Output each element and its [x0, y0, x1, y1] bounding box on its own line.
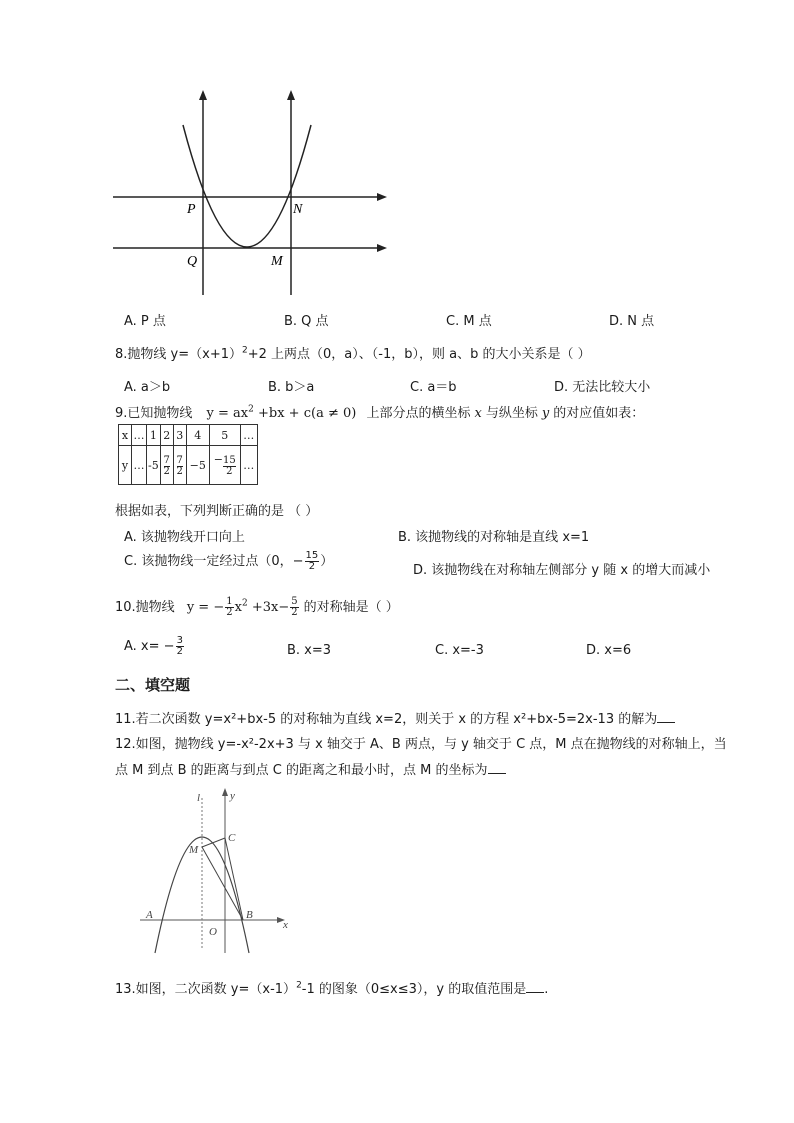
q7-option-c[interactable]: C. M 点 — [446, 314, 492, 329]
q10-formula-sup: 2 — [241, 598, 248, 609]
q9-option-c-text: C. 该抛物线一定经过点（0， — [124, 554, 293, 569]
q9-stem-y: y — [541, 406, 550, 421]
q10-stem-b: 的对称轴是（ ） — [303, 600, 399, 615]
q9-stem-b: 上部分点的横坐标 — [366, 406, 471, 421]
q10-option-d[interactable]: D. x=6 — [586, 643, 632, 658]
q10-option-c[interactable]: C. x=-3 — [435, 643, 484, 658]
q10-formula-mid: +3x− — [247, 600, 290, 615]
q9-option-d[interactable]: D. 该抛物线在对称轴左侧部分 y 随 x 的增大而减小 — [413, 563, 711, 578]
q12-line2 — [115, 759, 506, 778]
fig2-label-l: l — [197, 792, 201, 804]
q9-judge: 根据如表，下列判断正确的是 （ ） — [115, 504, 319, 519]
table-cell — [173, 446, 186, 485]
q10-option-a-text: A. x= — [124, 639, 160, 654]
table-row-y — [119, 446, 258, 485]
q9-value-table — [118, 424, 258, 485]
frac-den: 2 — [291, 607, 298, 618]
table-cell: x — [119, 425, 132, 446]
q9-option-c-sign: − — [292, 554, 304, 569]
fig2-label-o: O — [209, 926, 217, 938]
q7-option-a[interactable]: A. P 点 — [124, 314, 166, 329]
q9-option-a[interactable]: A. 该抛物线开口向上 — [124, 530, 245, 545]
q7-option-b[interactable]: B. Q 点 — [284, 314, 329, 329]
q11-text — [115, 708, 675, 727]
figure-parabola-pnqm — [105, 85, 395, 305]
table-cell: 2 — [160, 425, 173, 446]
fig2-label-a: A — [146, 909, 153, 921]
fig1-label-p: P — [187, 202, 196, 217]
frac-den: 2 — [226, 607, 233, 618]
fig2-label-y: y — [230, 790, 235, 802]
frac-sign: − — [213, 452, 223, 466]
frac-den: 2 — [308, 561, 316, 572]
frac-num: 1 — [226, 596, 233, 607]
q8-stem-a: 8.抛物线 y=（x+1） — [115, 347, 242, 362]
q9-stem — [115, 402, 644, 421]
q10-stem — [115, 596, 399, 618]
q8-stem-sup: 2 — [241, 345, 248, 356]
q9-stem-x: x — [474, 406, 482, 421]
q10-stem-a: 10.抛物线 — [115, 600, 175, 615]
section-title-fill-in: 二、填空题 — [115, 676, 191, 694]
fig2-label-c: C — [228, 832, 236, 844]
q9-formula — [207, 406, 357, 421]
frac-num: 7 — [163, 454, 170, 466]
q9-stem-c: 与纵坐标 — [485, 406, 538, 421]
q8-stem — [115, 343, 591, 362]
q9-option-c-close: ） — [320, 554, 334, 569]
q13-sup: 2 — [296, 980, 302, 991]
q9-formula-b: +bx + c(a ≠ 0) — [253, 406, 357, 421]
q10-formula-x: x — [234, 600, 242, 615]
frac-num: 3 — [176, 635, 183, 646]
fig2-label-m: M — [189, 844, 199, 856]
table-cell: … — [240, 425, 257, 446]
fig1-label-m: M — [271, 254, 283, 269]
table-cell: … — [132, 446, 147, 485]
q9-stem-d: 的对应值如表： — [553, 406, 645, 421]
table-cell: -5 — [147, 446, 161, 485]
table-row-x — [119, 425, 258, 446]
fig2-label-b: B — [246, 909, 253, 921]
q13-end: . — [544, 982, 549, 997]
q11-stem: 11.若二次函数 y=x²+bx-5 的对称轴为直线 x=2，则关于 x 的方程 x²+bx-5=2x-13 的解为 — [115, 712, 658, 727]
frac-num: 7 — [176, 454, 183, 466]
q13-stem-b: -1 的图象（0≤x≤3），y 的取值范围是 — [301, 982, 527, 997]
q8-option-a[interactable]: A. a＞b — [124, 380, 171, 395]
table-cell: −5 — [186, 446, 209, 485]
fig1-label-n: N — [293, 202, 303, 217]
table-cell: 5 — [209, 425, 240, 446]
table-cell: 3 — [173, 425, 186, 446]
q9-formula-a: y = ax — [206, 406, 249, 421]
q12-stem: 点 M 到点 B 的距离与到点 C 的距离之和最小时，点 M 的坐标为 — [115, 763, 488, 778]
q9-stem-a: 9.已知抛物线 — [115, 406, 193, 421]
q8-option-b[interactable]: B. b＞a — [268, 380, 315, 395]
frac-den: 2 — [163, 466, 170, 477]
q10-option-a-sign: − — [163, 639, 175, 654]
frac-den: 2 — [176, 466, 183, 477]
q9-option-c[interactable] — [124, 550, 333, 572]
q10-formula-y: y = − — [186, 600, 225, 615]
q10-option-b[interactable]: B. x=3 — [287, 643, 332, 658]
frac-num: 15 — [222, 454, 236, 466]
q8-option-d[interactable]: D. 无法比较大小 — [554, 380, 651, 395]
fig2-label-x: x — [283, 919, 288, 931]
table-cell: 4 — [186, 425, 209, 446]
q8-option-c[interactable]: C. a＝b — [410, 380, 457, 395]
q10-formula — [186, 596, 300, 618]
q12-line1: 12.如图，抛物线 y=-x²-2x+3 与 x 轴交于 A、B 两点，与 y 轴交于 C 点，M 点在抛物线的对称轴上，当 — [115, 737, 727, 752]
answer-blank[interactable] — [657, 712, 675, 723]
answer-blank[interactable] — [526, 982, 544, 993]
frac-den: 2 — [226, 466, 233, 477]
figure-parabola-abcm — [135, 783, 300, 958]
q7-option-d[interactable]: D. N 点 — [609, 314, 655, 329]
q10-option-a[interactable] — [124, 636, 185, 657]
q13-text — [115, 978, 548, 997]
frac-num: 15 — [305, 550, 319, 561]
answer-blank[interactable] — [488, 763, 506, 774]
frac-num: 5 — [291, 596, 298, 607]
q9-formula-sup: 2 — [248, 404, 254, 415]
frac-den: 2 — [176, 646, 183, 657]
table-cell: y — [119, 446, 132, 485]
table-cell — [209, 446, 240, 485]
q13-stem-a: 13.如图，二次函数 y=（x-1） — [115, 982, 297, 997]
table-cell: … — [132, 425, 147, 446]
table-cell: 1 — [147, 425, 161, 446]
table-cell — [160, 446, 173, 485]
table-cell: … — [240, 446, 257, 485]
fig1-label-q: Q — [187, 254, 198, 269]
q9-option-b[interactable]: B. 该抛物线的对称轴是直线 x=1 — [398, 530, 590, 545]
q8-stem-b: +2 上两点（0，a）、（-1，b），则 a、b 的大小关系是（ ） — [247, 347, 591, 362]
